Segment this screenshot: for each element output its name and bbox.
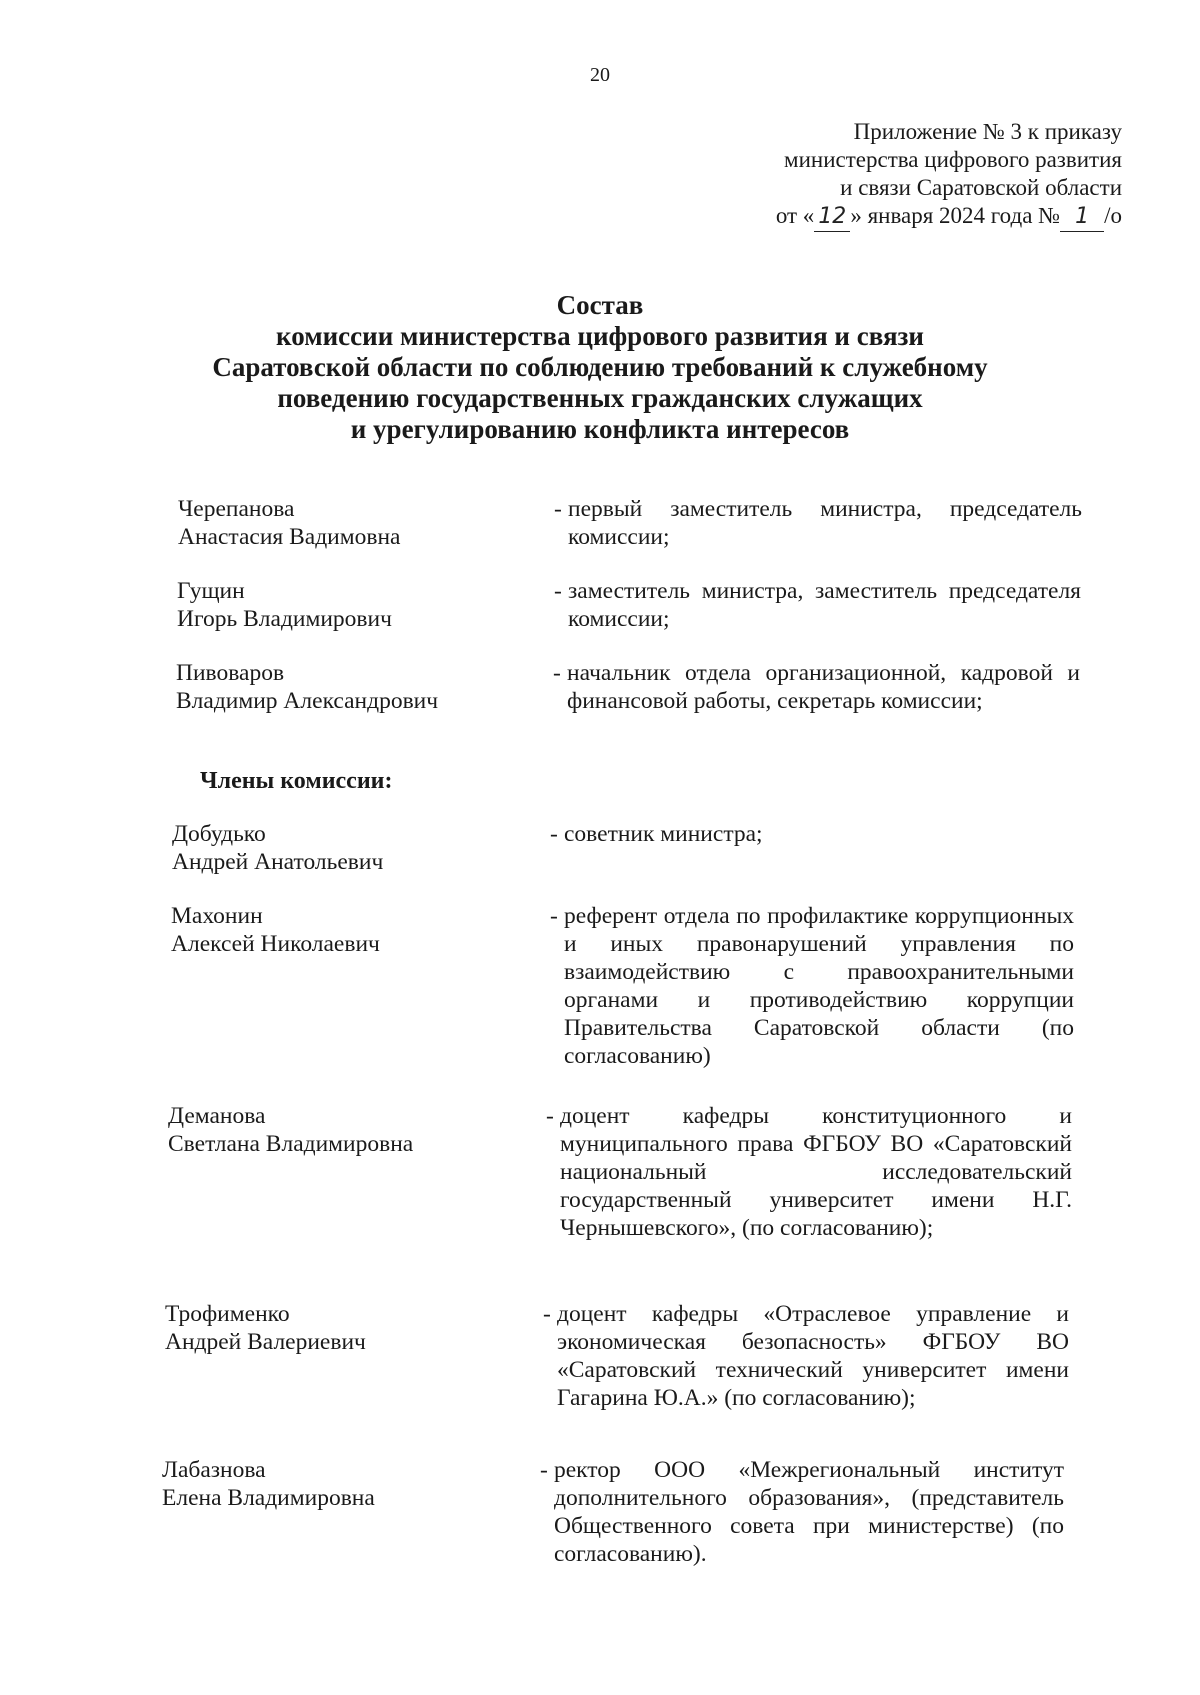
document-title bbox=[0, 290, 1200, 445]
role-text: доцент кафедры конституционного и муниципального права ФГБОУ ВО «Саратовский национальный исследовательский государственный университет имени Н.Г. Чернышевского», (по согласованию); bbox=[560, 1103, 1072, 1241]
given-names: Елена Владимировна bbox=[162, 1485, 375, 1511]
given-names: Анастасия Вадимовна bbox=[178, 524, 401, 550]
date-day-handwritten: 12 bbox=[814, 203, 850, 232]
order-number-handwritten: 1 bbox=[1060, 203, 1104, 232]
surname: Лабазнова bbox=[162, 1457, 266, 1483]
surname: Пивоваров bbox=[176, 660, 285, 686]
given-names: Светлана Владимировна bbox=[168, 1131, 414, 1157]
role-text: доцент кафедры «Отраслевое управление и экономическая безопасность» ФГБОУ ВО «Саратовский технический университет имени Гагарина Ю.А.» (по согласованию); bbox=[557, 1301, 1069, 1411]
person-role: - доцент кафедры «Отраслевое управление и экономическая безопасность» ФГБОУ ВО «Саратовский технический университет имени Гагарина Ю.А.» (по согласованию); bbox=[543, 1301, 1069, 1411]
date-middle: » января 2024 года № bbox=[850, 203, 1061, 228]
person-name bbox=[168, 1102, 528, 1158]
person-name bbox=[176, 659, 536, 715]
person-name bbox=[178, 495, 538, 551]
role-text: референт отдела по профилактике коррупционных и иных правонарушений управления по взаимодействию с правоохранительными органами и противодействию коррупции Правительства Саратовской области (по согласованию) bbox=[564, 903, 1074, 1069]
date-prefix: от « bbox=[775, 203, 815, 228]
title-line: комиссии министерства цифрового развития и связи bbox=[276, 321, 924, 351]
person-name bbox=[162, 1456, 522, 1512]
person-role: - первый заместитель министра, председатель комиссии; bbox=[554, 496, 1082, 550]
given-names: Игорь Владимирович bbox=[177, 606, 392, 632]
members-heading: Члены комиссии: bbox=[200, 768, 393, 794]
appendix-header bbox=[776, 118, 1122, 232]
given-names: Алексей Николаевич bbox=[171, 931, 380, 957]
surname: Гущин bbox=[177, 578, 245, 604]
role-text: начальник отдела организационной, кадровой и финансовой работы, секретарь комиссии; bbox=[567, 660, 1080, 714]
role-text: ректор ООО «Межрегиональный институт дополнительного образования», (представитель Общественного совета при министерстве) (по согласованию). bbox=[554, 1457, 1064, 1567]
person-role: - начальник отдела организационной, кадровой и финансовой работы, секретарь комиссии; bbox=[553, 660, 1080, 714]
appendix-line: министерства цифрового развития bbox=[784, 147, 1122, 172]
given-names: Андрей Валериевич bbox=[165, 1329, 366, 1355]
appendix-line: Приложение № 3 к приказу bbox=[853, 119, 1122, 144]
person-name bbox=[165, 1300, 525, 1356]
person-role: - советник министра; bbox=[550, 821, 763, 847]
title-line: и урегулированию конфликта интересов bbox=[350, 414, 850, 444]
surname: Трофименко bbox=[165, 1301, 290, 1327]
person-name bbox=[171, 902, 531, 958]
role-text: заместитель министра, заместитель председателя комиссии; bbox=[568, 578, 1081, 632]
appendix-date-line bbox=[776, 202, 1122, 232]
surname: Деманова bbox=[168, 1103, 266, 1129]
title-line: Саратовской области по соблюдению требований к служебному bbox=[212, 352, 988, 382]
given-names: Андрей Анатольевич bbox=[172, 849, 384, 875]
person-name bbox=[177, 577, 537, 633]
person-role: - референт отдела по профилактике коррупционных и иных правонарушений управления по взаимодействию с правоохранительными органами и противодействию коррупции Правительства Саратовской области (по согласованию) bbox=[550, 903, 1074, 1069]
person-name bbox=[172, 820, 532, 876]
person-role: - заместитель министра, заместитель председателя комиссии; bbox=[554, 578, 1081, 632]
surname: Черепанова bbox=[178, 496, 295, 522]
page-number: 20 bbox=[590, 64, 610, 86]
order-suffix: /о bbox=[1104, 203, 1122, 228]
surname: Добудько bbox=[172, 821, 266, 847]
surname: Махонин bbox=[171, 903, 263, 929]
person-role: - доцент кафедры конституционного и муниципального права ФГБОУ ВО «Саратовский национальный исследовательский государственный университет имени Н.Г. Чернышевского», (по согласованию); bbox=[546, 1103, 1072, 1241]
title-line: Состав bbox=[556, 290, 644, 320]
role-text: первый заместитель министра, председатель комиссии; bbox=[568, 496, 1082, 550]
appendix-line: и связи Саратовской области bbox=[840, 175, 1122, 200]
person-role: - ректор ООО «Межрегиональный институт дополнительного образования», (представитель Общественного совета при министерстве) (по согласованию). bbox=[540, 1457, 1064, 1567]
title-line: поведению государственных гражданских служащих bbox=[277, 383, 923, 413]
given-names: Владимир Александрович bbox=[176, 688, 439, 714]
role-text: советник министра; bbox=[564, 821, 763, 847]
